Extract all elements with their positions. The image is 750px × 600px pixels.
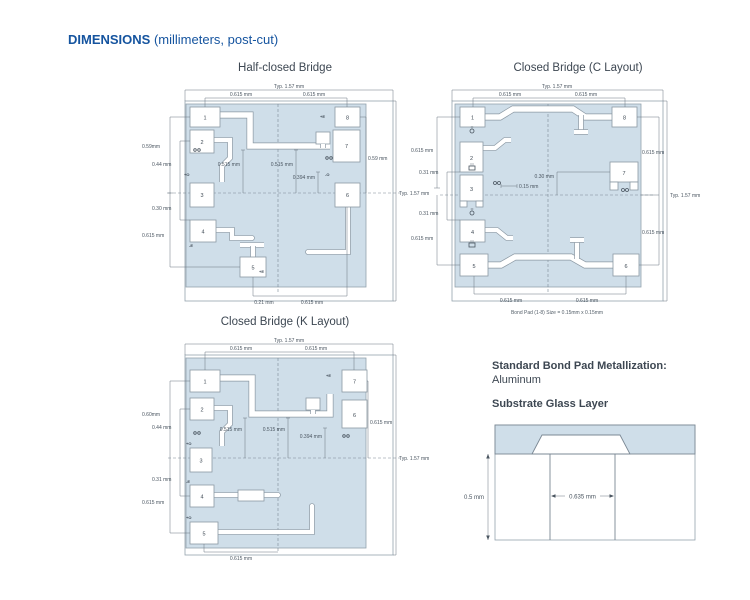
- excitation-plus-icon: +E: [326, 373, 332, 378]
- svg-text:8: 8: [345, 115, 350, 122]
- metallization-heading: Standard Bond Pad Metallization:: [492, 360, 667, 372]
- page-title: [68, 32, 278, 47]
- svg-text:0.615 mm: 0.615 mm: [229, 346, 253, 352]
- svg-text:1: 1: [203, 379, 207, 386]
- arrow-up-icon: [486, 454, 490, 459]
- svg-text:0.615 mm: 0.615 mm: [142, 500, 165, 506]
- substrate-heading: Substrate Glass Layer: [492, 398, 609, 410]
- svg-text:0.615 mm: 0.615 mm: [498, 92, 522, 98]
- svg-text:0.44 mm: 0.44 mm: [152, 425, 172, 431]
- excitation-minus-icon: -E: [186, 479, 190, 484]
- c-layout-diagram: [405, 82, 725, 322]
- svg-text:Typ. 1.57 mm: Typ. 1.57 mm: [670, 193, 701, 199]
- svg-text:3: 3: [469, 187, 474, 193]
- substrate-cross-section: [460, 415, 740, 555]
- excitation-plus-icon: +E: [320, 114, 326, 119]
- svg-text:0.60mm: 0.60mm: [142, 412, 161, 418]
- metallization-value: Aluminum: [492, 374, 541, 386]
- svg-text:0.615 mm: 0.615 mm: [304, 346, 328, 352]
- c-layout-title: Closed Bridge (C Layout): [513, 62, 643, 74]
- output-plus-icon: +O: [186, 441, 192, 446]
- svg-text:0.21 mm: 0.21 mm: [254, 300, 274, 306]
- svg-text:7: 7: [344, 144, 349, 150]
- svg-text:0.394 mm: 0.394 mm: [299, 434, 322, 440]
- svg-text:3: 3: [200, 193, 204, 199]
- svg-text:0.31 mm: 0.31 mm: [419, 170, 439, 176]
- svg-text:5: 5: [202, 531, 206, 538]
- svg-text:0.615 mm: 0.615 mm: [411, 236, 434, 242]
- svg-text:5: 5: [251, 265, 255, 272]
- svg-text:7: 7: [622, 171, 626, 177]
- svg-text:1: 1: [470, 115, 475, 122]
- svg-text:6: 6: [624, 264, 628, 270]
- page-title-main: DIMENSIONS: [68, 32, 151, 47]
- svg-text:0.59 mm: 0.59 mm: [368, 156, 388, 162]
- svg-text:0.30 mm: 0.30 mm: [152, 206, 172, 212]
- svg-text:2: 2: [200, 140, 204, 146]
- bond-pad-metallization: [532, 435, 630, 454]
- svg-text:0.59mm: 0.59mm: [142, 144, 161, 150]
- svg-text:0.615 mm: 0.615 mm: [411, 148, 434, 154]
- svg-text:Typ. 1.57 mm: Typ. 1.57 mm: [399, 191, 430, 197]
- svg-text:6: 6: [352, 413, 357, 419]
- bond-pad-size-caption: Bond Pad (1-8) Size = 0.15mm x 0.15mm: [510, 310, 604, 316]
- svg-text:0.615 mm: 0.615 mm: [642, 150, 665, 156]
- svg-text:8: 8: [622, 115, 627, 122]
- output-minus-icon: -O: [325, 172, 330, 177]
- svg-text:0.44 mm: 0.44 mm: [152, 162, 172, 168]
- pad-7-leg: [610, 182, 618, 190]
- svg-text:0.31 mm: 0.31 mm: [152, 477, 172, 483]
- svg-text:2: 2: [469, 156, 474, 162]
- output-plus-icon: +O: [184, 172, 190, 177]
- pad-3-leg: [460, 201, 467, 207]
- svg-text:7: 7: [352, 379, 357, 386]
- pad-7-leg: [630, 182, 638, 190]
- output-plus-icon: +O: [186, 515, 192, 520]
- thickness-label: 0.5 mm: [463, 495, 484, 501]
- excitation-plus-icon: +E: [259, 269, 265, 274]
- svg-text:Typ. 1.57 mm: Typ. 1.57 mm: [541, 84, 573, 90]
- half-closed-bridge-title: Half-closed Bridge: [238, 62, 332, 74]
- svg-text:5: 5: [472, 264, 476, 270]
- svg-text:0.515 mm: 0.515 mm: [270, 162, 293, 168]
- svg-text:6: 6: [345, 193, 350, 199]
- pad-3-leg: [476, 201, 483, 207]
- svg-text:0.30 mm: 0.30 mm: [534, 174, 554, 180]
- svg-text:0.515 mm: 0.515 mm: [217, 162, 240, 168]
- svg-text:0.515 mm: 0.515 mm: [262, 427, 285, 433]
- svg-text:Typ. 1.57 mm: Typ. 1.57 mm: [273, 338, 305, 344]
- svg-text:4: 4: [201, 229, 205, 236]
- svg-text:0.615 mm: 0.615 mm: [574, 92, 598, 98]
- svg-text:4: 4: [200, 494, 204, 501]
- svg-text:0.394 mm: 0.394 mm: [292, 175, 315, 181]
- page-title-sub: (millimeters, post-cut): [153, 32, 279, 47]
- svg-text:0.615 mm: 0.615 mm: [499, 298, 523, 304]
- svg-text:0.615 mm: 0.615 mm: [302, 92, 326, 98]
- svg-text:0.615 mm: 0.615 mm: [642, 230, 665, 236]
- svg-text:0.15 mm: 0.15 mm: [519, 184, 539, 190]
- svg-text:1: 1: [203, 115, 207, 122]
- width-label: 0.635 mm: [569, 494, 596, 501]
- arrow-down-icon: [486, 536, 490, 541]
- svg-text:0.615 mm: 0.615 mm: [575, 298, 599, 304]
- half-closed-bridge-diagram: [140, 82, 440, 322]
- svg-text:0.615 mm: 0.615 mm: [370, 420, 393, 426]
- svg-text:0.615 mm: 0.615 mm: [142, 233, 165, 239]
- svg-text:Typ. 1.57 mm: Typ. 1.57 mm: [399, 456, 430, 462]
- svg-text:0.615 mm: 0.615 mm: [229, 92, 253, 98]
- svg-text:0.615 mm: 0.615 mm: [300, 300, 324, 306]
- svg-text:3: 3: [199, 458, 203, 465]
- svg-text:2: 2: [200, 407, 204, 414]
- svg-text:0.31 mm: 0.31 mm: [419, 211, 439, 217]
- svg-text:0.515 mm: 0.515 mm: [219, 427, 242, 433]
- svg-text:Typ. 1.57 mm: Typ. 1.57 mm: [273, 84, 305, 90]
- excitation-minus-icon: -E: [189, 243, 193, 248]
- svg-text:0.615 mm: 0.615 mm: [229, 556, 253, 562]
- svg-text:4: 4: [470, 230, 475, 236]
- k-layout-title: Closed Bridge (K Layout): [220, 316, 350, 328]
- k-layout-diagram: [140, 330, 440, 575]
